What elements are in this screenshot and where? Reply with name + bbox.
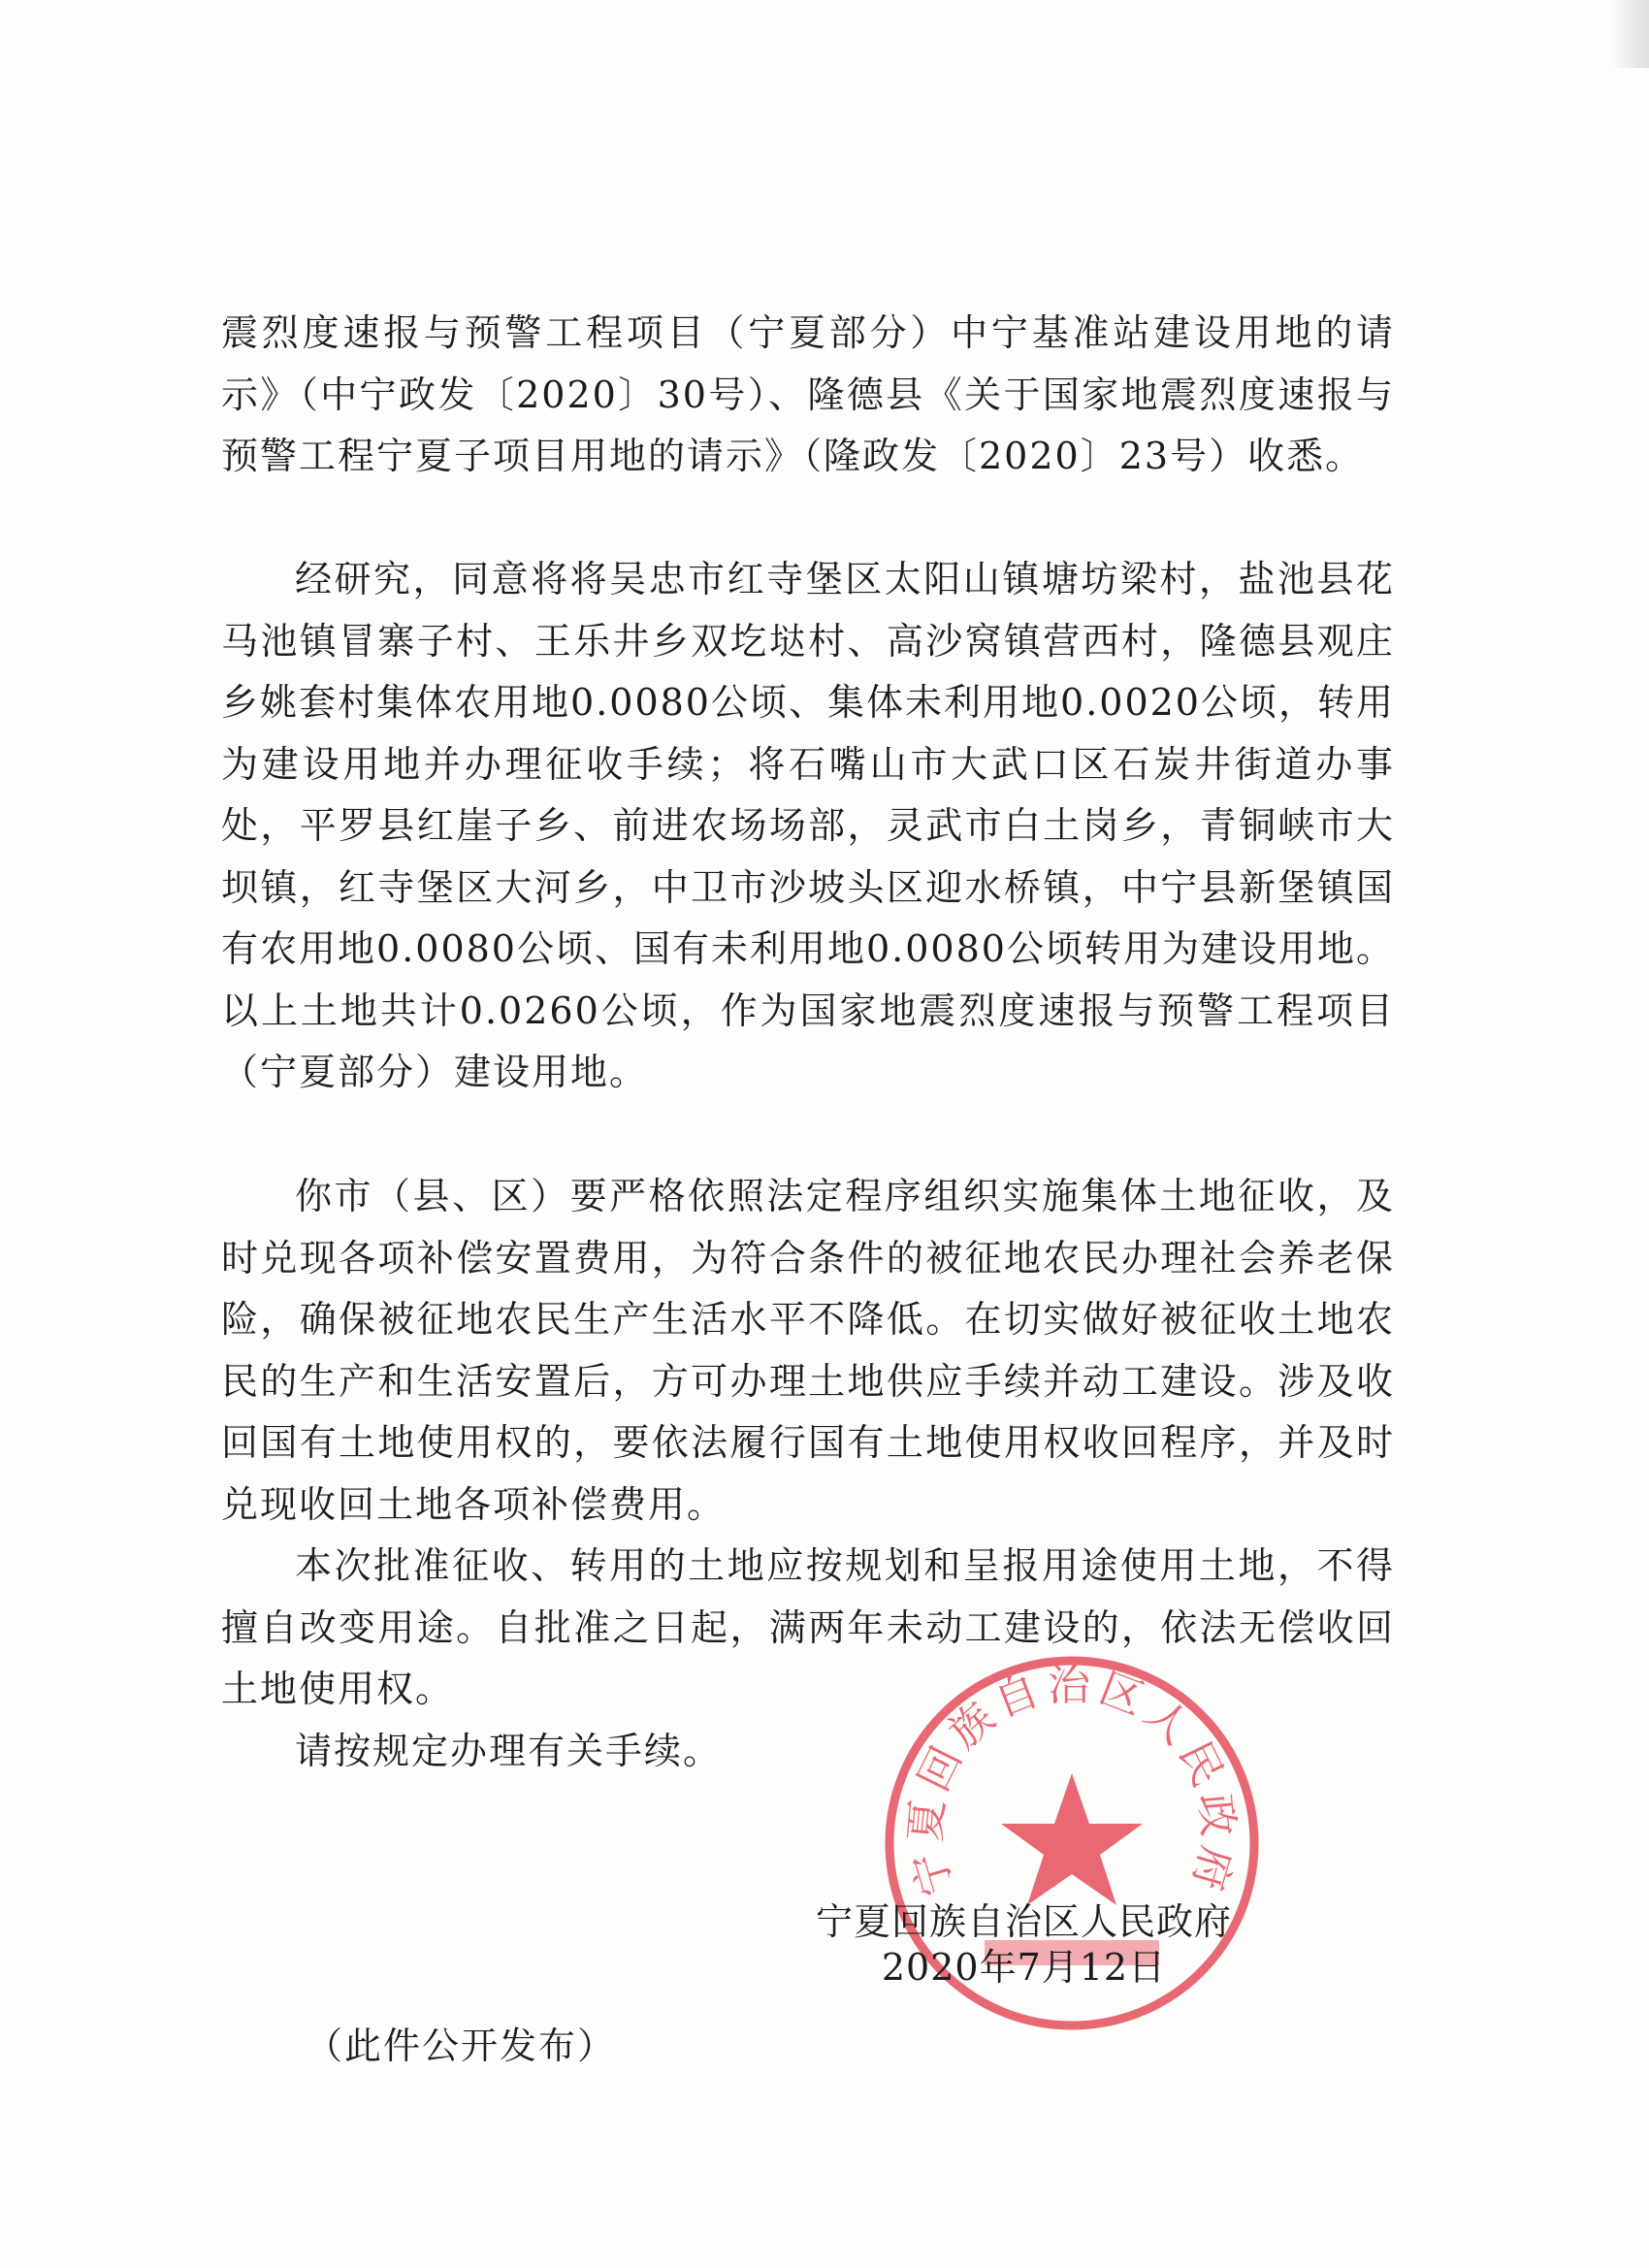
paragraph-approval-decision: 经研究，同意将将吴忠市红寺堡区太阳山镇塘坊梁村，盐池县花马池镇冒寨子村、王乐井乡双圪垯村、高沙窝镇营西村，隆德县观庄乡姚套村集体农用地0.0080公顷、集体未利用地0.0020公顷，转用为建设用地并办理征收手续；将石嘴山市大武口区石炭井街道办事处，平罗县红崖子乡、前进农场场部，灵武市白土岗乡，青铜峡市大坝镇，红寺堡区大河乡，中卫市沙坡头区迎水桥镇，中宁县新堡镇国有农用地0.0080公顷、国有未利用地0.0080公顷转用为建设用地。以上土地共计0.0260公顷，作为国家地震烈度速报与预警工程项目（宁夏部分）建设用地。 (221, 558, 1395, 1093)
scan-edge-shadow (1610, 0, 1649, 68)
issue-date: 2020年7月12日 (881, 1946, 1167, 1989)
issuer-name: 宁夏回族自治区人民政府 (815, 1900, 1232, 1943)
signature-block (816, 1899, 1232, 1991)
paragraph-request-reference: 震烈度速报与预警工程项目（宁夏部分）中宁基准站建设用地的请示》（中宁政发〔2020〕30号）、隆德县《关于国家地震烈度速报与预警工程宁夏子项目用地的请示》（隆政发〔2020〕23号）收悉。 (221, 311, 1395, 477)
publish-note: （此件公开发布） (306, 2025, 617, 2067)
paragraph-compensation-requirements: 你市（县、区）要严格依照法定程序组织实施集体土地征收，及时兑现各项补偿安置费用，为符合条件的被征地农民办理社会养老保险，确保被征地农民生产生活水平不降低。在切实做好被征收土地农民的生产和生活安置后，方可办理土地供应手续并动工建设。涉及收回国有土地使用权的，要依法履行国有土地使用权收回程序，并及时兑现收回土地各项补偿费用。 (221, 1175, 1395, 1526)
svg-text:宁夏回族自治区人民政府: 宁夏回族自治区人民政府 (900, 1661, 1244, 1901)
paragraph-land-use-restrictions: 本次批准征收、转用的土地应按规划和呈报用途使用土地，不得擅自改变用途。自批准之日起，满两年未动工建设的，依法无偿收回土地使用权。 (221, 1544, 1395, 1710)
paragraph-closing-instruction: 请按规定办理有关手续。 (295, 1730, 723, 1772)
